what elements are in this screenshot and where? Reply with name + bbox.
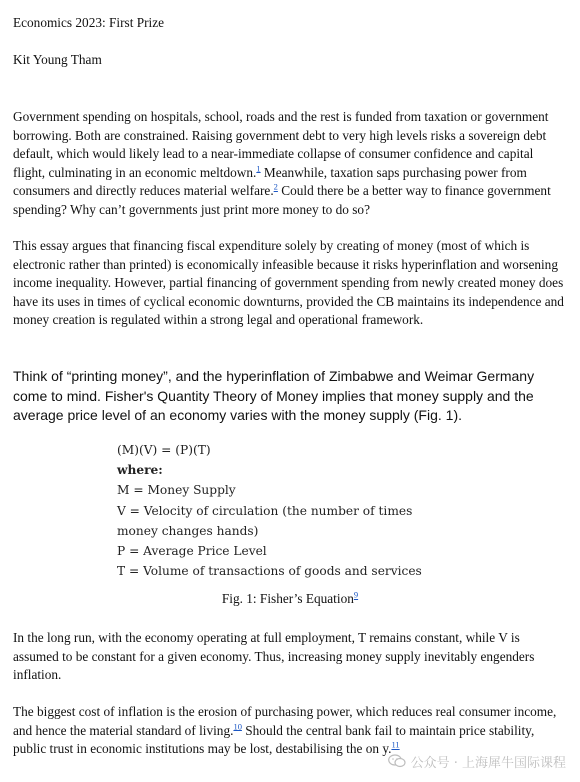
caption-text: Fig. 1: Fisher’s Equation [221, 591, 354, 606]
equation-line: money changes hands) [117, 523, 259, 538]
paragraph-text: Should the central bank fail to maintain price stability, public trust in economic institutions may be lost, destabilising the [13, 722, 535, 756]
footnote-ref[interactable]: 10 [233, 721, 242, 732]
equation-where: where: [117, 463, 163, 478]
paragraph-text: The biggest cost of inflation is the erosion of purchasing power, which reduces real consumer income, and hence the material standard of living. [13, 704, 557, 738]
footnote-ref[interactable]: 11 [391, 739, 400, 750]
figure-caption [0, 590, 580, 609]
equation-line: P = Average Price Level [117, 544, 267, 559]
paragraph-text: Government spending on hospitals, school, roads and the rest is funded from taxation or government borrowing. Both are constrained. Raising government debt to very high levels risks a sovereign debt default, which would likely lead to a near-immediate collapse of consumer confidence and capital flight, culminating in an economic meltdown. [13, 109, 549, 180]
paragraph-thesis: This essay argues that financing fiscal expenditure solely by creating of money (most of which is electronic rather than printed) is economically infeasible because it risks hyperinflation and worsening income inequality. However, partial financing of government spending from newly created money does have its uses in times of cyclical economic downturns, provided the CB maintains its independence and money creation is regulated within a strong legal and operational framework. [13, 238, 564, 327]
document-title: Economics 2023: First Prize [13, 15, 165, 30]
equation-line: T = Volume of transactions of goods and services [117, 564, 422, 579]
equation-main: (M)(V) = (P)(T) [117, 443, 211, 457]
paragraph-text: Meanwhile, taxation saps purchasing power from consumers and directly reduces material welfare. [13, 164, 527, 198]
equation-line: M = Money Supply [117, 483, 236, 498]
wechat-icon [388, 754, 406, 768]
watermark-text: 公众号 · 上海犀牛国际课程 [410, 755, 566, 771]
fisher-equation-block [117, 440, 437, 581]
footnote-ref[interactable]: 2 [273, 181, 278, 192]
wechat-watermark [388, 750, 566, 772]
equation-line: V = Velocity of circulation (the number of times [117, 503, 413, 518]
paragraph-intro [13, 108, 565, 219]
paragraph-fisher-intro: Think of “printing money”, and the hyperinflation of Zimbabwe and Weimar Germany come to mind. Fisher's Quantity Theory of Money implies that money supply and the average price level of an economy varies with the money supply (Fig. 1). [13, 368, 535, 423]
author-name: Kit Young Tham [13, 52, 102, 67]
paragraph-text: on y. [365, 741, 392, 756]
paragraph-text: Could there be a better way to finance government spending? Why can’t governments just print more money to do so? [13, 183, 551, 217]
footnote-ref[interactable]: 9 [353, 589, 359, 600]
footnote-ref[interactable]: 1 [256, 163, 261, 174]
paragraph-long-run: In the long run, with the economy operating at full employment, T remains constant, while V is assumed to be constant for a given economy. Thus, increasing money supply inevitably engenders inflation. [13, 630, 535, 682]
